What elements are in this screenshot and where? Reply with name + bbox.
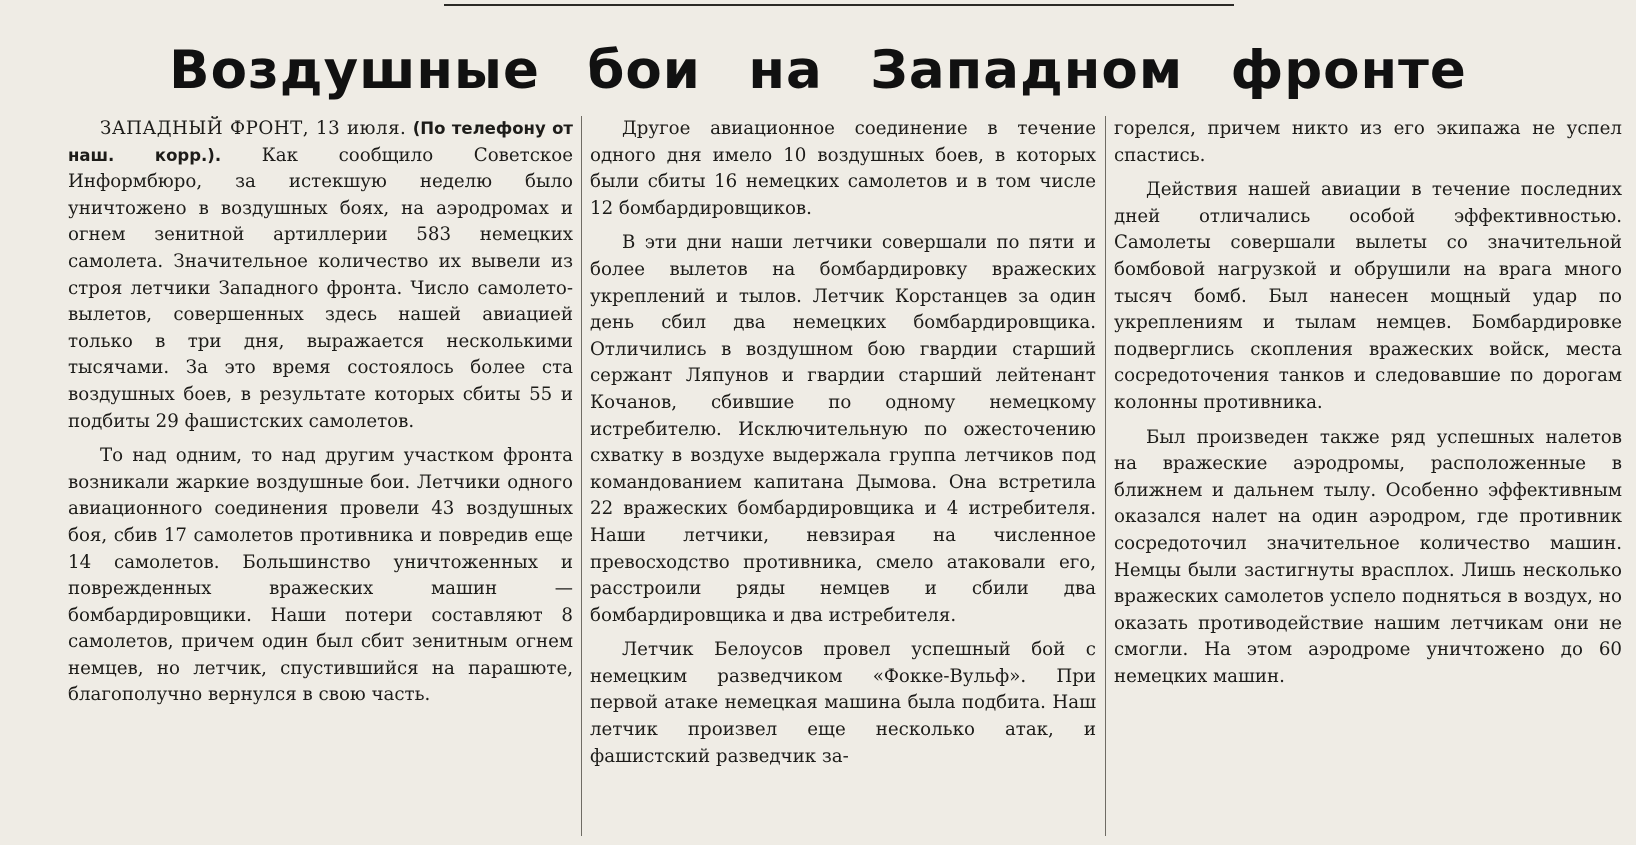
paragraph: Другое авиационное соединение в течение одного дня имело 10 воздушных боев, в которых были сбиты 16 немецких самолетов и в том числе 12 бомбардировщиков. <box>590 118 1096 219</box>
column-2 <box>590 116 1096 836</box>
column-3 <box>1114 116 1622 836</box>
article-body <box>0 116 1636 836</box>
paragraph <box>68 116 573 435</box>
paragraph-text: Как сообщило Советское Информбюро, за истекшую неделю было уничтожено в воздушных боях, на аэродромах и огнем зенитной артиллерии 583 немецких самолета. Значительное количество их вывели из строя летчики Западного фронта. Число самолето-вылетов, совершенных здесь нашей авиацией только в три дня, выражается несколькими тысячами. За это время состоялось более ста воздушных боев, в результате которых сбиты 55 и подбиты 29 фашистских самолетов. <box>68 144 573 432</box>
paragraph: горелся, причем никто из его экипажа не успел спастись. <box>1114 118 1622 166</box>
correspondent-credit: (По телефону от наш. корр.). <box>68 119 573 165</box>
dateline: ЗАПАДНЫЙ ФРОНТ, 13 июля. <box>100 118 407 139</box>
article-headline: Воздушные бои на Западном фронте <box>169 40 1467 101</box>
top-rule <box>444 4 1234 6</box>
paragraph: В эти дни наши летчики совершали по пяти и более вылетов на бомбардировку вражеских укреплений и тылов. Летчик Корстанцев за один день сбил два немецких бомбардировщика. Отличились в воздушном бою гвардии старший сержант Ляпунов и гвардии старший лейтенант Кочанов, сбившие по одному немецкому истребителю. Исключительную по ожесточению схватку в воздухе выдержала группа летчиков под командованием капитана Дымова. Она встретила 22 вражеских бомбардировщика и 4 истребителя. Наши летчики, невзирая на численное превосходство противника, смело атаковали его, расстроили ряды немцев и сбили два бомбардировщика и два истребителя. <box>590 232 1096 626</box>
column-1 <box>68 116 573 836</box>
paragraph: Действия нашей авиации в течение последних дней отличались особой эффективностью. Самолеты совершали вылеты со значительной бомбовой нагрузкой и обрушили на врага много тысяч бомб. Был нанесен мощный удар по укреплениям и тылам немцев. Бомбардировке подверглись скопления вражеских войск, места сосредоточения танков и следовавшие по дорогам колонны противника. <box>1114 179 1622 413</box>
paragraph: Летчик Белоусов провел успешный бой с немецким разведчиком «Фокке-Вульф». При первой атаке немецкая машина была подбита. Наш летчик произвел еще несколько атак, и фашистский разведчик за- <box>590 639 1096 767</box>
paragraph: То над одним, то над другим участком фронта возникали жаркие воздушные бои. Летчики одного авиационного соединения провели 43 воздушных боя, сбив 17 самолетов противника и повредив еще 14 самолетов. Большинство уничтоженных и поврежденных вражеских машин — бомбардировщики. Наши потери составляют 8 самолетов, причем один был сбит зенитным огнем немцев, но летчик, спустившийся на парашюте, благополучно вернулся в свою часть. <box>68 445 573 706</box>
paragraph: Был произведен также ряд успешных налетов на вражеские аэродромы, расположенные в ближнем и дальнем тылу. Особенно эффективным оказался налет на один аэродром, где противник сосредоточил значительное количество машин. Немцы были застигнуты врасплох. Лишь несколько вражеских самолетов успело подняться в воздух, но оказать противодействие нашим летчикам они не смогли. На этом аэродроме уничтожено до 60 немецких машин. <box>1114 426 1622 687</box>
